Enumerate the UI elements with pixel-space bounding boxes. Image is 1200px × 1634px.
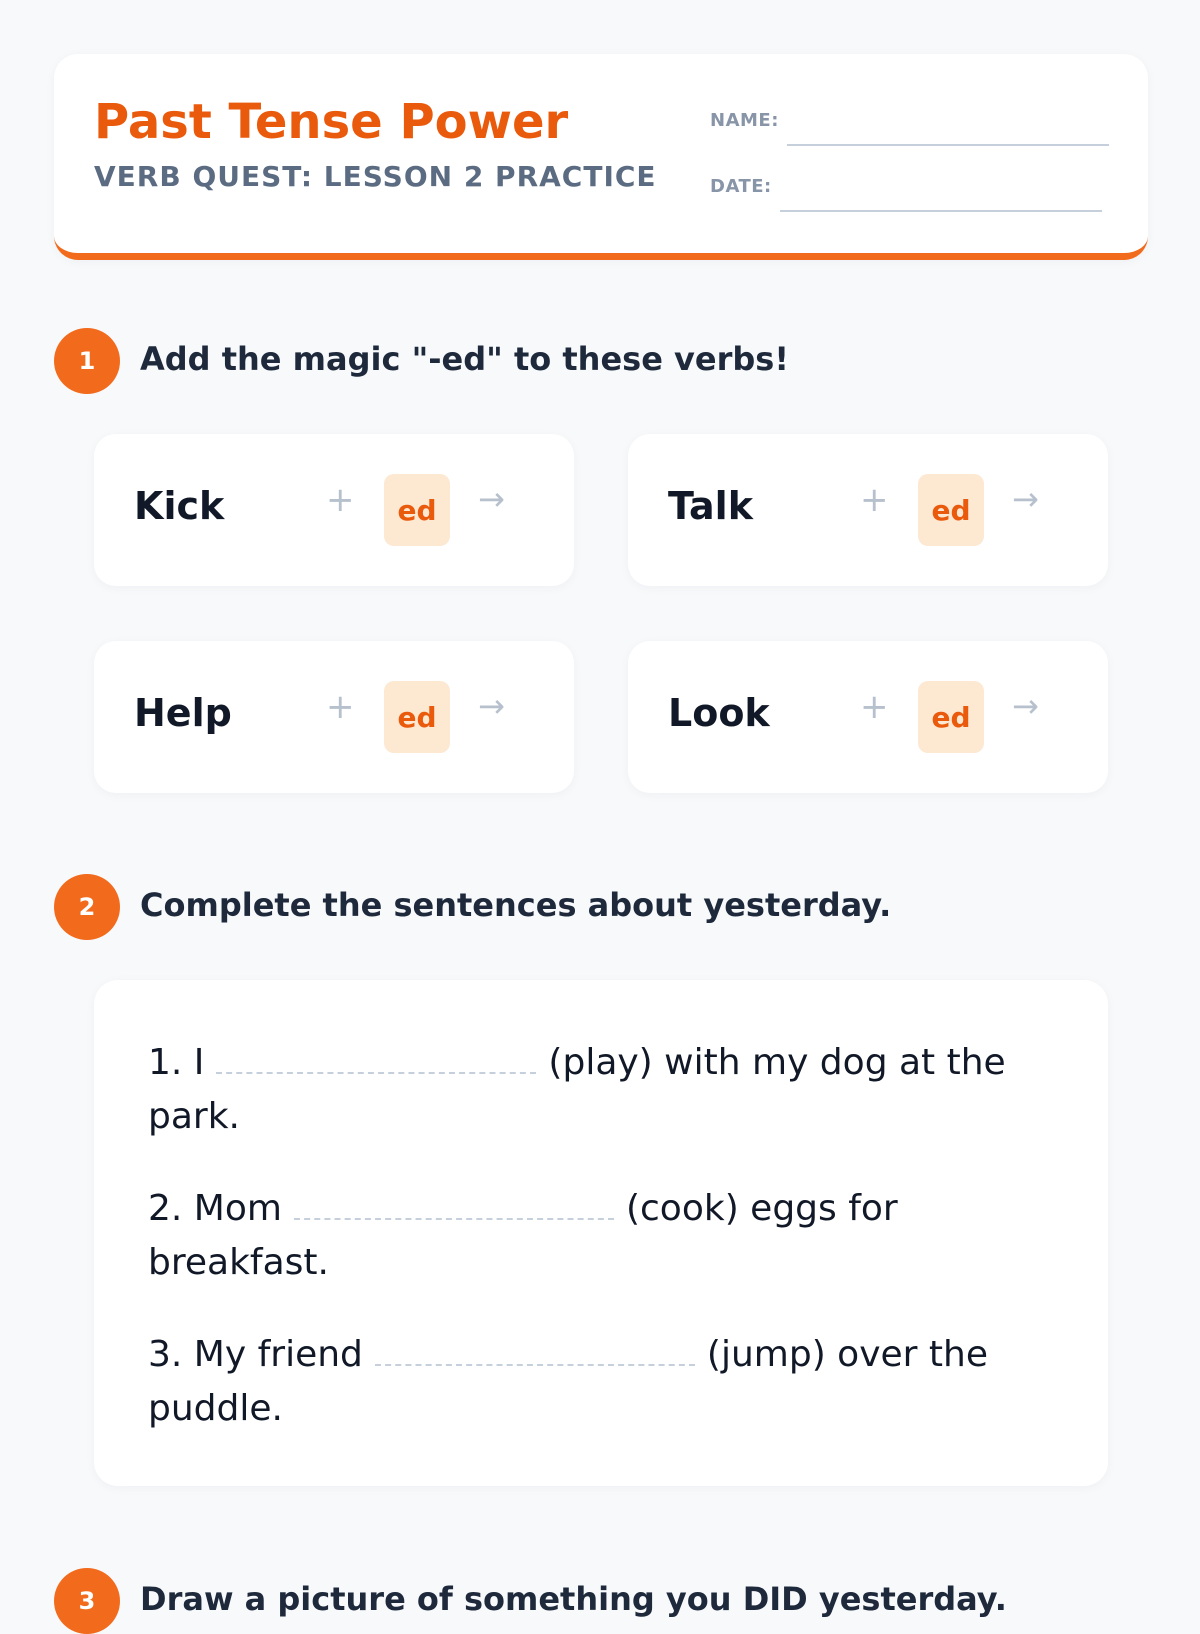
- section-number-badge: 2: [54, 874, 120, 940]
- verb-card: [628, 434, 1108, 586]
- sentence-card: [94, 980, 1108, 1486]
- verb-card: [94, 434, 574, 586]
- verb-card: [94, 641, 574, 793]
- verb-word: Talk: [668, 484, 753, 528]
- ed-suffix-badge: ed: [918, 474, 984, 546]
- sentence-item: [148, 1182, 1028, 1290]
- ed-suffix-badge: ed: [384, 681, 450, 753]
- answer-blank[interactable]: [375, 1330, 695, 1366]
- verb-word: Look: [668, 691, 770, 735]
- worksheet-title: Past Tense Power: [94, 94, 569, 150]
- arrow-right-icon: →: [478, 687, 505, 725]
- ed-suffix-badge: ed: [384, 474, 450, 546]
- name-label: NAME:: [710, 110, 779, 131]
- answer-blank[interactable]: [294, 1184, 614, 1220]
- section-number-badge: 3: [54, 1568, 120, 1634]
- worksheet-subtitle: VERB QUEST: LESSON 2 PRACTICE: [94, 160, 657, 193]
- sentence-suffix: (jump) over the puddle.: [148, 1334, 988, 1429]
- date-field[interactable]: [780, 210, 1102, 212]
- sentence-prefix: 1. I: [148, 1042, 205, 1083]
- sentence-item: [148, 1328, 1028, 1436]
- section-number-badge: 1: [54, 328, 120, 394]
- section-title: Complete the sentences about yesterday.: [140, 886, 892, 924]
- sentence-suffix: (cook) eggs for breakfast.: [148, 1188, 898, 1283]
- plus-icon: +: [326, 480, 355, 520]
- sentence-suffix: (play) with my dog at the park.: [148, 1042, 1006, 1137]
- arrow-right-icon: →: [478, 480, 505, 518]
- date-label: DATE:: [710, 176, 772, 197]
- verb-card: [628, 641, 1108, 793]
- section-title: Add the magic "-ed" to these verbs!: [140, 340, 789, 378]
- section-title: Draw a picture of something you DID yesterday.: [140, 1580, 1007, 1618]
- ed-suffix-badge: ed: [918, 681, 984, 753]
- arrow-right-icon: →: [1012, 480, 1039, 518]
- verb-word: Help: [134, 691, 232, 735]
- plus-icon: +: [326, 687, 355, 727]
- header-card: [54, 54, 1148, 260]
- plus-icon: +: [860, 480, 889, 520]
- arrow-right-icon: →: [1012, 687, 1039, 725]
- plus-icon: +: [860, 687, 889, 727]
- answer-blank[interactable]: [216, 1038, 536, 1074]
- sentence-prefix: 3. My friend: [148, 1334, 363, 1375]
- name-field[interactable]: [787, 144, 1109, 146]
- verb-word: Kick: [134, 484, 225, 528]
- sentence-item: [148, 1036, 1028, 1144]
- sentence-prefix: 2. Mom: [148, 1188, 282, 1229]
